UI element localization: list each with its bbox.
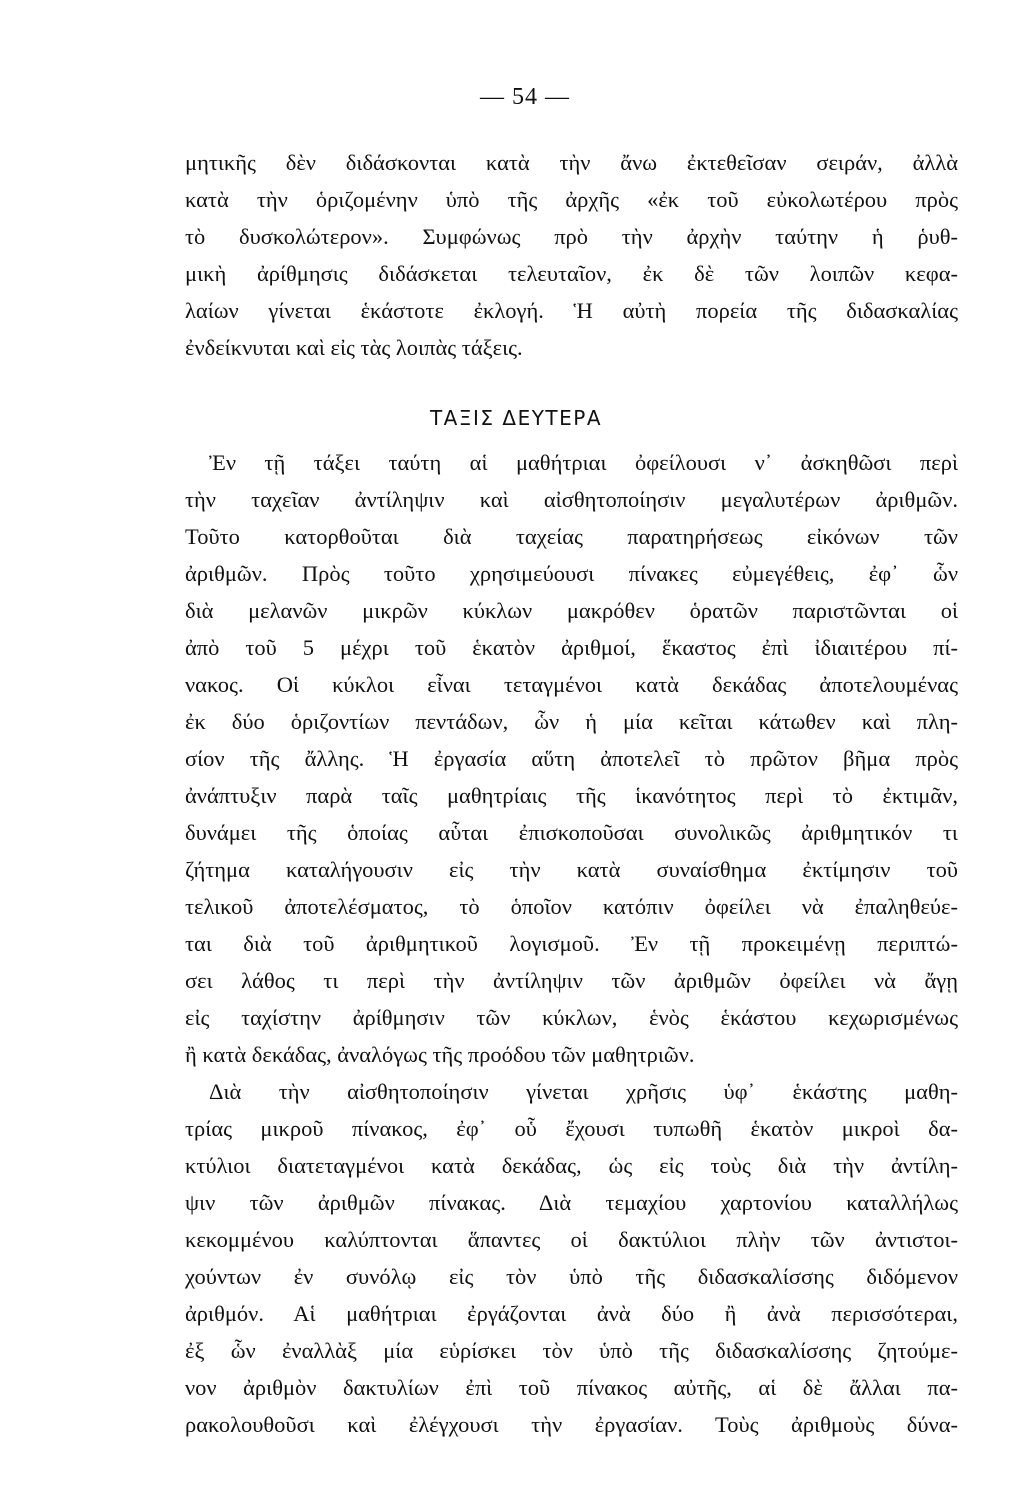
text-line: εἰς ταχίστην ἀρίθμησιν τῶν κύκλων, ἑνὸς ἑκάστου κεχωρισμένως [185,1005,958,1030]
text-line: τὴν ταχεῖαν ἀντίληψιν καὶ αἰσθητοποίησιν μεγαλυτέρων ἀριθμῶν. [185,487,958,512]
text-line: ἀπὸ τοῦ 5 μέχρι τοῦ ἑκατὸν ἀριθμοί, ἕκαστος ἐπὶ ἰδιαιτέρου πί- [185,635,958,660]
text-line: τὸ δυσκολώτερον». Συμφώνως πρὸ τὴν ἀρχὴν ταύτην ἡ ῥυθ- [185,224,958,249]
text-line: νακος. Οἱ κύκλοι εἶναι τεταγμένοι κατὰ δεκάδας ἀποτελουμένας [185,672,958,697]
text-line: χούντων ἐν συνόλῳ εἰς τὸν ὑπὸ τῆς διδασκαλίσσης διδόμενον [185,1264,958,1289]
text-line: τρίας μικροῦ πίνακος, ἐφ᾽ οὗ ἔχουσι τυπωθῆ ἑκατὸν μικροὶ δα- [185,1116,958,1141]
paragraph [185,144,958,366]
text-line: ρακολουθοῦσι καὶ ἐλέγχουσι τὴν ἐργασίαν. Τοὺς ἀριθμοὺς δύνα- [185,1412,958,1437]
text-line: κεκομμένου καλύπτονται ἅπαντες οἱ δακτύλιοι πλὴν τῶν ἀντιστοι- [185,1227,958,1252]
text-line: μικὴ ἀρίθμησις διδάσκεται τελευταῖον, ἐκ δὲ τῶν λοιπῶν κεφα- [185,261,958,286]
text-line: ἐκ δύο ὁριζοντίων πεντάδων, ὧν ἡ μία κεῖται κάτωθεν καὶ πλη- [185,709,958,734]
text-line: νον ἀριθμὸν δακτυλίων ἐπὶ τοῦ πίνακος αὐτῆς, αἱ δὲ ἄλλαι πα- [185,1375,958,1400]
text-line: ται διὰ τοῦ ἀριθμητικοῦ λογισμοῦ. Ἐν τῇ προκειμένῃ περιπτώ- [185,931,958,956]
text-line: κατὰ τὴν ὁριζομένην ὑπὸ τῆς ἀρχῆς «ἐκ τοῦ εὐκολωτέρου πρὸς [185,187,958,212]
text-line: κτύλιοι διατεταγμένοι κατὰ δεκάδας, ὡς εἰς τοὺς διὰ τὴν ἀντίλη- [185,1153,958,1178]
text-line: ζήτημα καταλήγουσιν εἰς τὴν κατὰ συναίσθημα ἐκτίμησιν τοῦ [185,857,958,882]
text-line: ἀριθμῶν. Πρὸς τοῦτο χρησιμεύουσι πίνακες εὐμεγέθεις, ἐφ᾽ ὧν [185,561,958,586]
text-block-before-heading [185,144,958,366]
text-line: ψιν τῶν ἀριθμῶν πίνακας. Διὰ τεμαχίου χαρτονίου καταλλήλως [185,1190,958,1215]
section-heading: ΤΑΞΙΣ ΔΕΥΤΕΡΑ [429,406,603,430]
text-line: ἢ κατὰ δεκάδας, ἀναλόγως τῆς προόδου τῶν μαθητριῶν. [185,1042,695,1067]
text-line: ἐξ ὧν ἐναλλὰξ μία εὑρίσκει τὸν ὑπὸ τῆς διδασκαλίσσης ζητούμε- [185,1338,958,1363]
page-number: — 54 — [480,84,570,110]
text-line: ἀνάπτυξιν παρὰ ταῖς μαθητρίαις τῆς ἱκανότητος περὶ τὸ ἐκτιμᾶν, [185,783,958,808]
paragraph [185,444,958,1073]
text-line: σίον τῆς ἄλλης. Ἡ ἐργασία αὕτη ἀποτελεῖ τὸ πρῶτον βῆμα πρὸς [185,746,958,771]
text-line: σει λάθος τι περὶ τὴν ἀντίληψιν τῶν ἀριθμῶν ὀφείλει νὰ ἄγῃ [185,968,958,993]
text-block-after-heading [185,444,958,1443]
text-line: ἐνδείκνυται καὶ εἰς τὰς λοιπὰς τάξεις. [185,335,523,360]
text-line: ἀριθμόν. Αἱ μαθήτριαι ἐργάζονται ἀνὰ δύο ἢ ἀνὰ περισσότεραι, [185,1301,958,1326]
text-line: μητικῆς δὲν διδάσκονται κατὰ τὴν ἄνω ἐκτεθεῖσαν σειράν, ἀλλὰ [185,150,958,175]
text-line: τελικοῦ ἀποτελέσματος, τὸ ὁποῖον κατόπιν ὀφείλει νὰ ἐπαληθεύε- [185,894,958,919]
paragraph [185,1073,958,1443]
text-line: Τοῦτο κατορθοῦται διὰ ταχείας παρατηρήσεως εἰκόνων τῶν [185,524,958,549]
text-line: Ἐν τῇ τάξει ταύτη αἱ μαθήτριαι ὀφείλουσι ν᾽ ἀσκηθῶσι περὶ [209,450,958,475]
text-line: Διὰ τὴν αἰσθητοποίησιν γίνεται χρῆσις ὑφ᾽ ἑκάστης μαθη- [209,1079,958,1104]
text-line: δυνάμει τῆς ὁποίας αὗται ἐπισκοποῦσαι συνολικῶς ἀριθμητικόν τι [185,820,958,845]
text-line: διὰ μελανῶν μικρῶν κύκλων μακρόθεν ὁρατῶν παριστῶνται οἱ [185,598,958,623]
text-line: λαίων γίνεται ἑκάστοτε ἐκλογή. Ἡ αὐτὴ πορεία τῆς διδασκαλίας [185,298,958,323]
